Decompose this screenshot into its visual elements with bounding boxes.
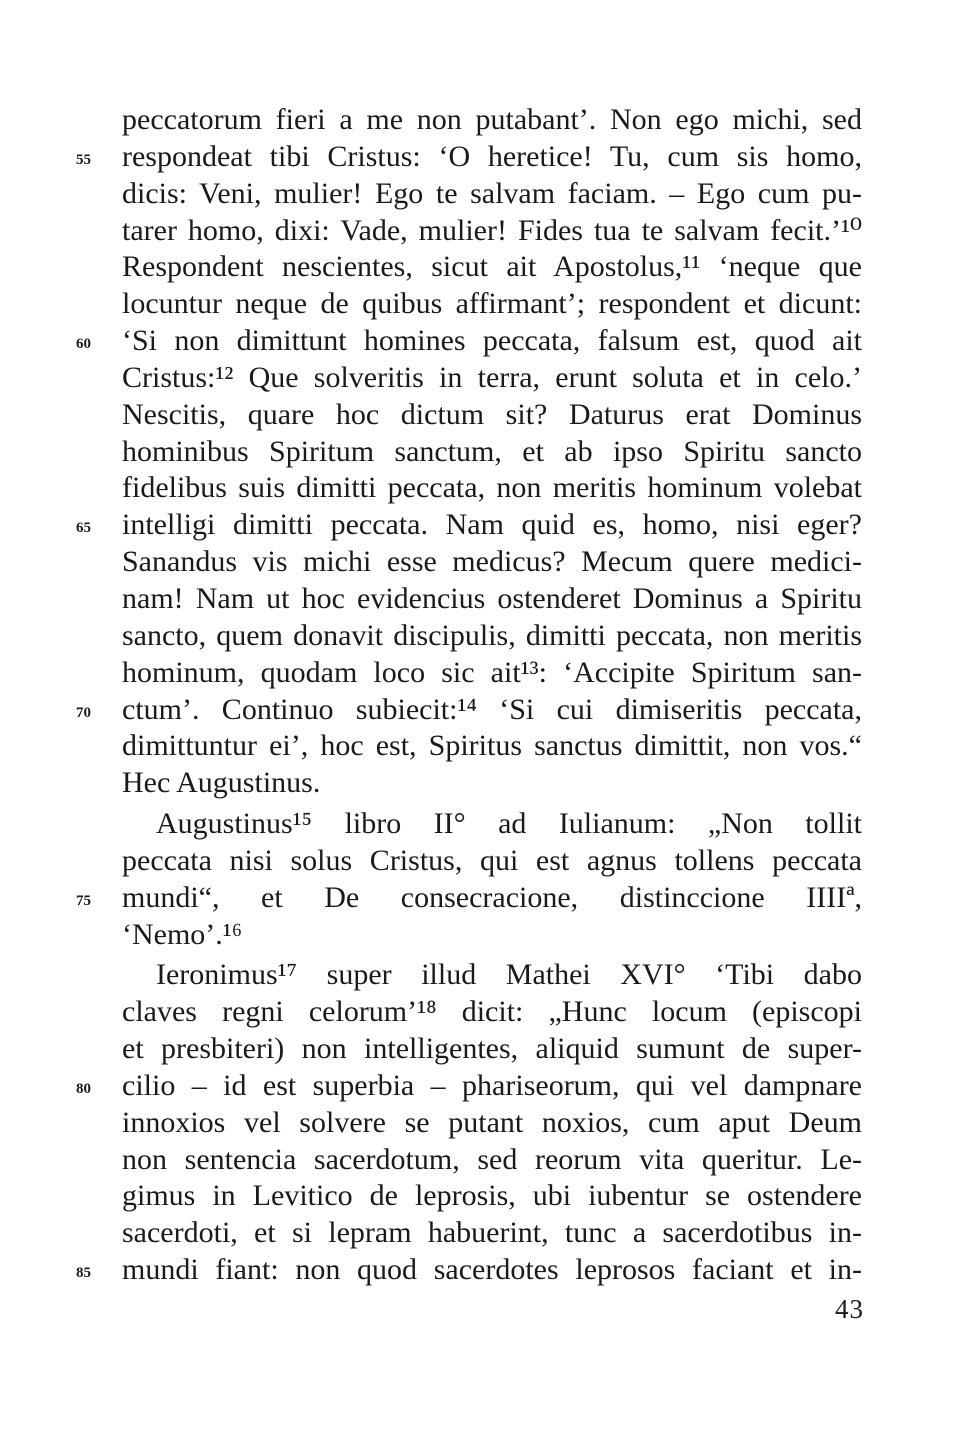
line-text: locuntur neque de quibus affirmant’; respondent et dicunt: [122,287,862,321]
line-number: 85 [76,1265,91,1282]
line-text: non sentencia sacerdotum, sed reorum vita queritur. Le- [122,1142,862,1176]
text-line [76,692,862,729]
text-line [122,655,862,692]
text-line [122,843,862,880]
line-text: ‘Nemo’.¹⁶ [122,917,243,951]
line-text: peccatorum fieri a me non putabant’. Non ego michi, sed [122,103,862,136]
text-line [76,323,862,360]
text-line [122,470,862,507]
line-text: Respondent nescientes, sicut ait Apostolus,¹¹ ‘neque que [122,250,862,284]
line-text: dicis: Veni, mulier! Ego te salvam faciam. – Ego cum pu- [122,176,862,210]
line-text: innoxios vel solvere se putant noxios, cum aput Deum [122,1105,862,1139]
line-text: hominibus Spiritum sanctum, et ab ipso Spiritu sancto [122,434,862,468]
line-text: ctum’. Continuo subiecit:¹⁴ ‘Si cui dimiseritis peccata, [122,692,862,726]
line-text: peccata nisi solus Cristus, qui est agnus tollens peccata [122,843,862,877]
text-line [122,397,862,434]
line-text: Sanandus vis michi esse medicus? Mecum quere medici- [122,545,862,579]
text-line [122,1215,862,1252]
line-text: mundi fiant: non quod sacerdotes leprosos faciant et in- [122,1253,862,1287]
text-line [122,917,862,954]
text-line [122,360,862,397]
line-number: 60 [76,336,91,353]
line-number: 65 [76,520,91,537]
text-line [122,581,862,618]
text-line [122,286,862,323]
line-number: 70 [76,704,91,721]
line-text: Augustinus¹⁵ libro II° ad Iulianum: „Non tollit [156,807,862,841]
text-line [122,1142,862,1179]
text-line [122,249,862,286]
text-line [122,434,862,471]
text-line [122,176,862,213]
text-line [122,618,862,655]
text-line [76,507,862,544]
line-text: claves regni celorum’¹⁸ dicit: „Hunc locum (episcopi [122,995,862,1029]
text-line [122,544,862,581]
line-text: gimus in Levitico de leprosis, ubi iubentur se ostendere [122,1179,862,1213]
line-text: Ieronimus¹⁷ super illud Mathei XVI° ‘Tibi dabo [156,958,862,992]
line-number: 80 [76,1080,91,1097]
text-line [76,1252,862,1289]
text-line [122,765,862,802]
line-text: cilio – id est superbia – phariseorum, qui vel dampnare [122,1068,862,1102]
line-text: sancto, quem donavit discipulis, dimitti peccata, non meritis [122,618,862,652]
text-line [122,806,862,843]
text-line [122,102,862,139]
body-text [76,102,862,1289]
line-text: fidelibus suis dimitti peccata, non meritis hominum volebat [122,471,862,505]
text-line [122,1178,862,1215]
line-text: hominum, quodam loco sic ait¹³: ‘Accipite Spiritum san- [122,655,862,689]
line-number: 75 [76,892,91,909]
line-text: Hec Augustinus. [122,766,321,800]
line-text: nam! Nam ut hoc evidencius ostenderet Dominus a Spiritu [122,581,862,615]
page-number: 43 [835,1294,864,1324]
text-line [122,728,862,765]
text-line [122,1105,862,1142]
line-number: 55 [76,151,91,168]
line-text: mundi“, et De consecracione, distinccione IIIIª, [122,880,862,914]
line-text: sacerdoti, et si lepram habuerint, tunc a sacerdotibus in- [122,1216,862,1250]
line-text: Nescitis, quare hoc dictum sit? Daturus erat Dominus [122,397,862,431]
text-line [122,1031,862,1068]
line-text: et presbiteri) non intelligentes, aliquid sumunt de super- [122,1032,862,1066]
text-line [122,994,862,1031]
line-text: intelligi dimitti peccata. Nam quid es, homo, nisi eger? [122,508,862,542]
text-line [122,957,862,994]
line-text: dimittuntur ei’, hoc est, Spiritus sanctus dimittit, non vos.“ [122,729,862,763]
line-text: ‘Si non dimittunt homines peccata, falsum est, quod ait [122,324,862,358]
line-text: Cristus:¹² Que solveritis in terra, erunt soluta et in celo.’ [122,360,862,394]
text-line [76,880,862,917]
text-line [76,139,862,176]
text-line [76,1068,862,1105]
text-line [122,213,862,250]
line-text: respondeat tibi Cristus: ‘O heretice! Tu, cum sis homo, [122,139,862,173]
line-text: tarer homo, dixi: Vade, mulier! Fides tua te salvam fecit.’¹⁰ [122,213,862,247]
